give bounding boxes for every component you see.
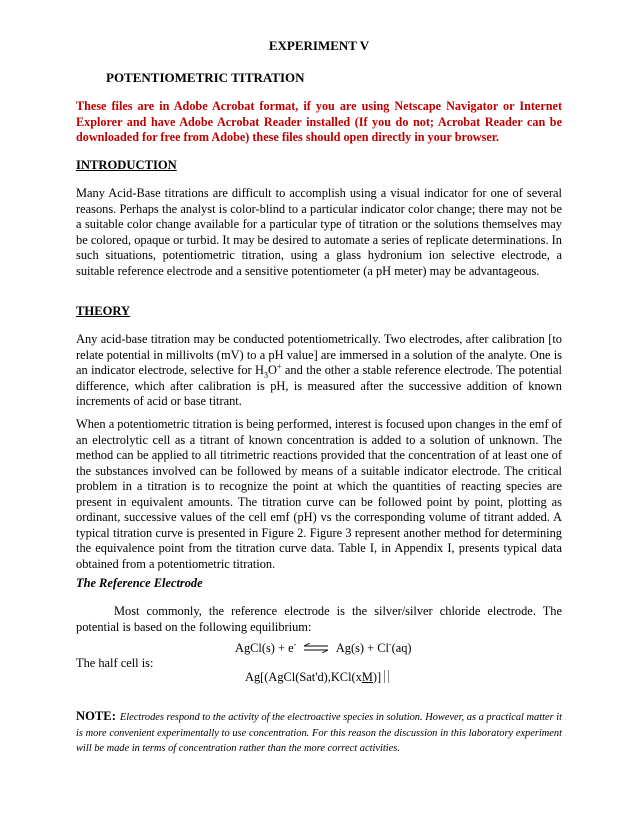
chloride-superscript: - — [388, 639, 392, 649]
equation-right-a: Ag(s) + Cl — [335, 641, 389, 655]
equilibrium-equation — [235, 641, 412, 657]
theory-heading: THEORY — [76, 304, 131, 318]
introduction-heading: INTRODUCTION — [76, 158, 177, 172]
h3o-superscript: + — [276, 361, 282, 371]
acrobat-notice: These files are in Adobe Acrobat format, if you are using Netscape Navigator or Internet Explorer and have Adobe Acrobat Reader installed (If you do not; Acrobat Reader can be downloaded for free from Adobe) these files should open directly in your browser. — [76, 99, 562, 144]
experiment-title: EXPERIMENT V — [268, 38, 370, 53]
half-cell-notation — [245, 670, 389, 686]
half-cell-b: )] — [372, 670, 382, 684]
equilibrium-arrow-icon — [302, 643, 330, 653]
half-cell-label: The half cell is: — [76, 656, 154, 670]
h3o-o: O — [268, 363, 277, 377]
note-text: Electrodes respond to the activity of the electroactive species in solution. However, as a practical matter it is more convenient experimentally to use concentration. For this reason the discussion in this laboratory experiment will be made in terms of concentration rather than the more correct activities. — [76, 712, 562, 754]
electron-superscript: - — [293, 639, 297, 649]
theory-p1-after: and the other a stable reference electrode. The potential difference, which after calibration is pH, is measured after the successive addition of known increments of acid or base titrant. — [76, 363, 562, 408]
h3o-subscript: 3 — [264, 370, 269, 380]
equation-right-b: (aq) — [391, 641, 412, 655]
note-label: NOTE: — [76, 709, 116, 723]
half-cell-bar-icon — [384, 670, 389, 683]
half-cell-molarity: M — [361, 670, 373, 684]
theory-paragraph-1 — [76, 332, 562, 410]
reference-electrode-text: Most commonly, the reference electrode is the silver/silver chloride electrode. The potential is based on the following equilibrium: — [76, 604, 562, 634]
theory-p1-before: Any acid-base titration may be conducted potentiometrically. Two electrodes, after calibration [to relate potential in millivolts (mV) to a pH value] are immersed in a solution of the analyte. One is an indicator electrode, selective for H — [76, 332, 562, 377]
equation-left: AgCl(s) + e — [235, 641, 294, 655]
half-cell-a: Ag[(AgCl(Sat'd),KCl(x — [245, 670, 362, 684]
note-block — [76, 709, 562, 757]
introduction-text: Many Acid-Base titrations are difficult to accomplish using a visual indicator for one of several reasons. Perhaps the analyst is color-blind to a particular indicator color change; there may not be a suitable color change available for a particular type of titration or the solutions themselves may be colored, opaque or turbid. It may be desired to automate a series of replicate determinations. In such situations, potentiometric titration, using a glass hydronium ion selective electrode, a suitable reference electrode and a sensitive potentiometer (a pH meter) may be advantageous. — [76, 186, 562, 278]
reference-electrode-heading: The Reference Electrode — [76, 576, 203, 590]
theory-paragraph-2: When a potentiometric titration is being performed, interest is focused upon changes in the emf of an electrolytic cell as a titrant of known concentration is added to a solution of unknown. The method can be applied to all titrimetric reactions provided that the concentration of at least one of the substances involved can be followed by means of a suitable indicator electrode. The critical problem in a titration is to recognize the point at which the quantities of reacting species are present in equivalent amounts. The titration curve can be followed point by point, plotting as ordinant, successive values of the cell emf (pH) vs the corresponding volume of titrant added. A typical titration curve is presented in Figure 2. Figure 3 represent another method for determining the equivalence point from the titration curve data. Table I, in Appendix I, presents typical data obtained from a potentiometric titration. — [76, 417, 562, 571]
experiment-subtitle: POTENTIOMETRIC TITRATION — [106, 70, 305, 85]
